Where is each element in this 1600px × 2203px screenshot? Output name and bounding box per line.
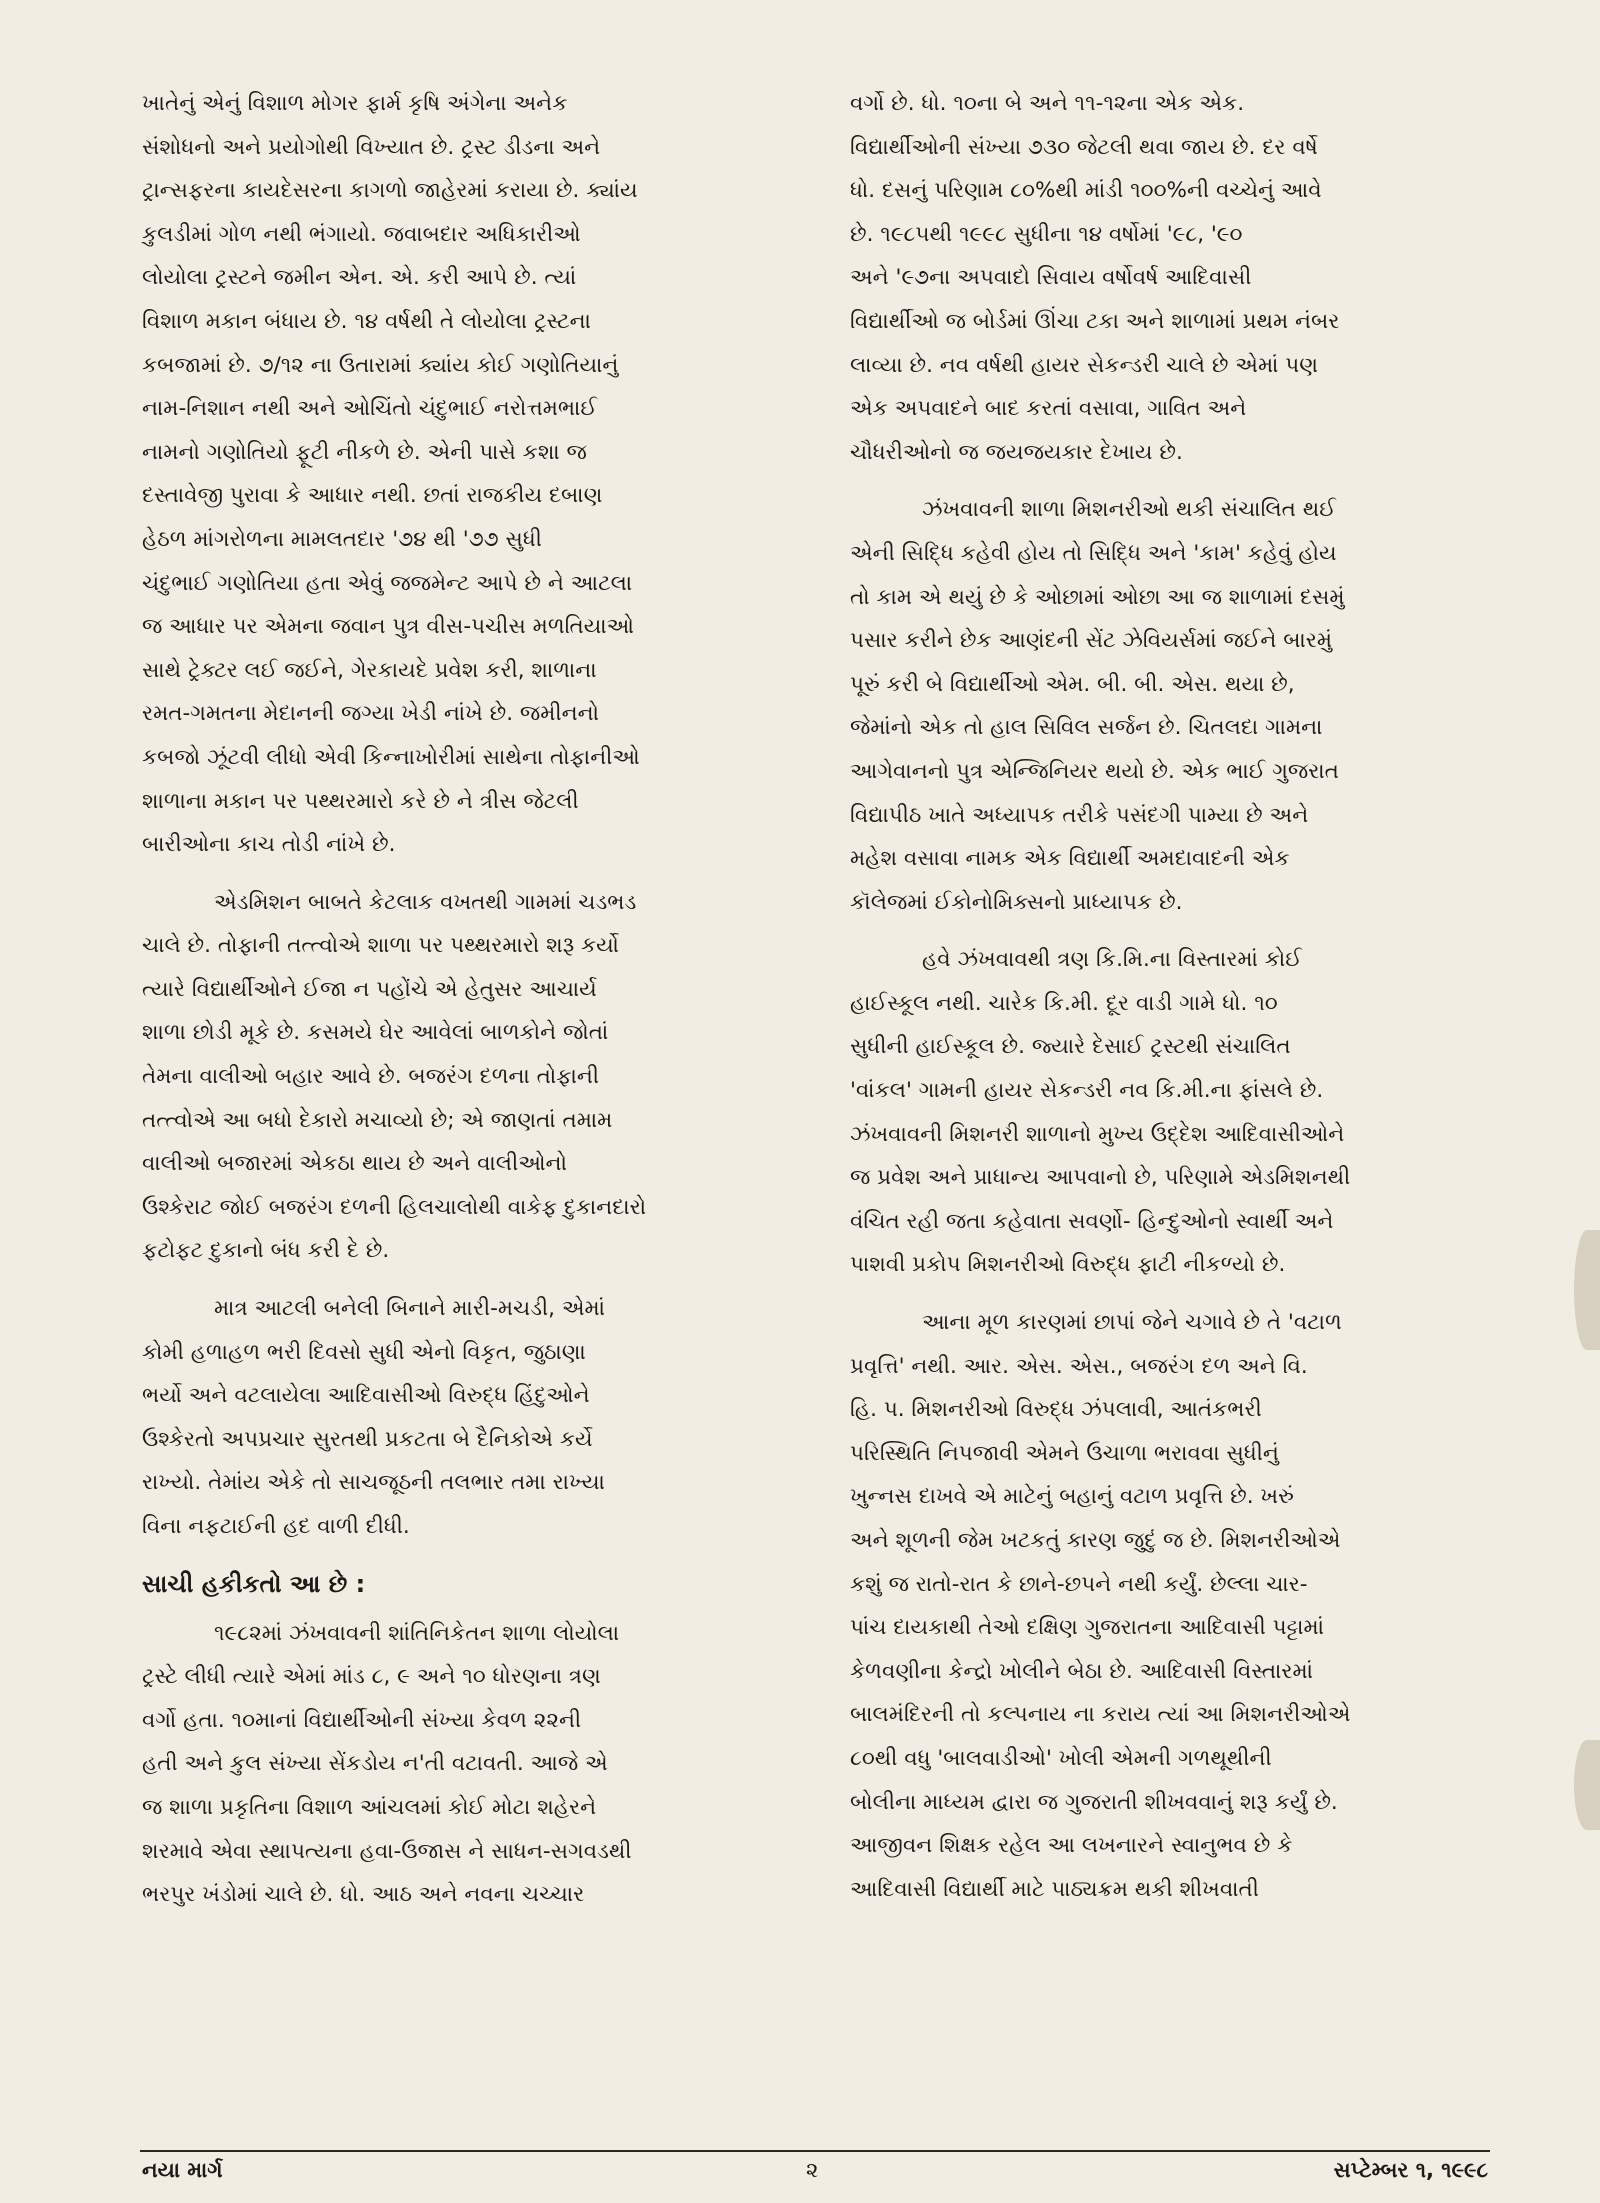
torn-edge (1574, 1740, 1600, 1830)
paragraph: ઝંખવાવની શાળા મિશનરીઓ થકી સંચાલિત થઈ એની સિદ્ધિ કહેવી હોય તો સિદ્ધિ અને 'કામ' કહેવું હોય તો કામ એ થયું છે કે ઓછામાં ઓછા આ જ શાળામાં દસમું પસાર કરીને છેક આણંદની સેંટ ઝેવિયર્સમાં જઈને બારમું પૂરું કરી બે વિદ્યાર્થીઓ એમ. બી. બી. એસ. થયા છે, જેમાંનો એક તો હાલ સિવિલ સર્જન છે. ચિતલદા ગામના આગેવાનનો પુત્ર એન્જિનિયર થયો છે. એક ભાઈ ગુજરાત વિદ્યાપીઠ ખાતે અધ્યાપક તરીકે પસંદગી પામ્યા છે અને મહેશ વસાવા નામક એક વિદ્યાર્થી અમદાવાદની એક કૉલેજમાં ઈકોનોમિક્સનો પ્રાધ્યાપક છે. (850, 497, 1345, 915)
paragraph: આના મૂળ કારણમાં છાપાં જેને ચગાવે છે તે 'વટાળ પ્રવૃત્તિ' નથી. આર. એસ. એસ., બજરંગ દળ અને વિ. હિ. પ. મિશનરીઓ વિરુદ્ધ ઝંપલાવી, આતંકભરી પરિસ્થિતિ નિપજાવી એમને ઉચાળા ભરાવવા સુધીનું ખુન્નસ દાખવે એ માટેનું બહાનું વટાળ પ્રવૃત્તિ છે. ખરું અને શૂળની જેમ ખટકતું કારણ જુદું જ છે. મિશનરીઓએ કશું જ રાતો-રાત કે છાને-છપને નથી કર્યું. છેલ્લા ચાર- પાંચ દાયકાથી તેઓ દક્ષિણ ગુજરાતના આદિવાસી પટ્ટામાં કેળવણીના કેન્દ્રો ખોલીને બેઠા છે. આદિવાસી વિસ્તારમાં બાલમંદિરની તો કલ્પનાય ના કરાય ત્યાં આ મિશનરીઓએ ૮૦થી વધુ 'બાલવાડીઓ' ખોલી એમની ગળથૂથીની બોલીના માધ્યમ દ્વારા જ ગુજરાતી શીખવવાનું શરૂ કર્યું છે. આજીવન શિક્ષક રહેલ આ લખનારને સ્વાનુભવ છે કે આદિવાસી વિદ્યાર્થી માટે પાઠ્યક્રમ થકી શીખવાતી (850, 1310, 1351, 1902)
left-column (142, 82, 804, 2082)
section-heading: સાચી હકીકતો આ છે : (142, 1569, 366, 1598)
footer-divider (140, 2150, 1490, 2152)
torn-edge (1574, 1230, 1600, 1350)
paragraph: વર્ગો છે. ધો. ૧૦ના બે અને ૧૧-૧૨ના એક એક. વિદ્યાર્થીઓની સંખ્યા ૭૩૦ જેટલી થવા જાય છે. દર વર્ષે ધો. દસનું પરિણામ ૮૦%થી માંડી ૧૦૦%ની વચ્ચેનું આવે છે. ૧૯૮૫થી ૧૯૯૮ સુધીના ૧૪ વર્ષોમાં '૯૮, '૯૦ અને '૯૭ના અપવાદો સિવાય વર્ષોવર્ષ આદિવાસી વિદ્યાર્થીઓ જ બોર્ડમાં ઊંચા ટકા અને શાળામાં પ્રથમ નંબર લાવ્યા છે. નવ વર્ષથી હાયર સેકન્ડરી ચાલે છે એમાં પણ એક અપવાદને બાદ કરતાં વસાવા, ગાવિત અને ચૌધરીઓનો જ જયજયકાર દેખાય છે. (850, 91, 1340, 465)
paragraph: હવે ઝંખવાવથી ત્રણ કિ.મિ.ના વિસ્તારમાં કોઈ હાઈસ્કૂલ નથી. ચારેક કિ.મી. દૂર વાડી ગામે ધો. ૧૦ સુધીની હાઈસ્કૂલ છે. જ્યારે દેસાઈ ટ્રસ્ટથી સંચાલિત 'વાંકલ' ગામની હાયર સેકન્ડરી નવ કિ.મી.ના ફાંસલે છે. ઝંખવાવની મિશનરી શાળાનો મુખ્ય ઉદ્દેશ આદિવાસીઓને જ પ્રવેશ અને પ્રાધાન્ય આપવાનો છે, પરિણામે એડમિશનથી વંચિત રહી જતા કહેવાતા સવર્ણો- હિન્દુઓનો સ્વાર્થી અને પાશવી પ્રકોપ મિશનરીઓ વિરુદ્ધ ફાટી નીકળ્યો છે. (850, 947, 1351, 1278)
article-body (142, 82, 1512, 2082)
publication-name: નયા માર્ગ (142, 2158, 223, 2182)
right-column (850, 82, 1512, 2082)
paragraph: માત્ર આટલી બનેલી બિનાને મારી-મચડી, એમાં કોમી હળાહળ ભરી દિવસો સુધી એનો વિકૃત, જુઠાણા ભર્યો અને વટલાયેલા આદિવાસીઓ વિરુદ્ધ હિંદુઓને ઉશ્કેરતો અપપ્રચાર સુરતથી પ્રકટતા બે દૈનિકોએ કર્યે રાખ્યો. તેમાંય એકે તો સાચજૂઠની તલભાર તમા રાખ્યા વિના નફટાઈની હદ વાળી દીધી. (142, 1296, 605, 1539)
issue-date: સપ્ટેમ્બર ૧, ૧૯૯૮ (1333, 2158, 1488, 2182)
paragraph: એડમિશન બાબતે કેટલાક વખતથી ગામમાં ચડભડ ચાલે છે. તોફાની તત્ત્વોએ શાળા પર પથ્થરમારો શરૂ કર્યો ત્યારે વિદ્યાર્થીઓને ઈજા ન પહોંચે એ હેતુસર આચાર્ય શાળા છોડી મૂકે છે. કસમયે ઘેર આવેલાં બાળકોને જોતાં તેમના વાલીઓ બહાર આવે છે. બજરંગ દળના તોફાની તત્ત્વોએ આ બધો દેકારો મચાવ્યો છે; એ જાણતાં તમામ વાલીઓ બજારમાં એકઠા થાય છે અને વાલીઓનો ઉશ્કેરાટ જોઈ બજરંગ દળની હિલચાલોથી વાકેફ દુકાનદારો ફટોફટ દુકાનો બંધ કરી દે છે. (142, 889, 647, 1264)
paragraph: ખાતેનું એનું વિશાળ મોગર ફાર્મ કૃષિ અંગેના અનેક સંશોધનો અને પ્રયોગોથી વિખ્યાત છે. ટ્રસ્ટ ડીડના અને ટ્રાન્સફરના કાયદેસરના કાગળો જાહેરમાં કરાયા છે. ક્યાંય કુલડીમાં ગોળ નથી ભંગાયો. જવાબદાર અધિકારીઓ લોયોલા ટ્રસ્ટને જમીન એન. એ. કરી આપે છે. ત્યાં વિશાળ મકાન બંધાય છે. ૧૪ વર્ષથી તે લોયોલા ટ્રસ્ટના કબજામાં છે. ૭/૧૨ ના ઉતારામાં ક્યાંય કોઈ ગણોતિયાનું નામ-નિશાન નથી અને ઓચિંતો ચંદુભાઈ નરોત્તમભાઈ નામનો ગણોતિયો ફૂટી નીકળે છે. એની પાસે કશા જ દસ્તાવેજી પુરાવા કે આધાર નથી. છતાં રાજકીય દબાણ હેઠળ માંગરોળના મામલતદાર '૭૪ થી '૭૭ સુધી ચંદુભાઈ ગણોતિયા હતા એવું જજમેન્ટ આપે છે ને આટલા જ આધાર પર એમના જવાન પુત્ર વીસ-પચીસ મળતિયાઓ સાથે ટ્રેક્ટર લઈ જઈને, ગેરકાયદે પ્રવેશ કરી, શાળાના રમત-ગમતના મેદાનની જગ્યા ખેડી નાંખે છે. જમીનનો કબજો ઝૂંટવી લીધો એવી કિન્નાખોરીમાં સાથેના તોફાનીઓ શાળાના મકાન પર પથ્થરમારો કરે છે ને ત્રીસ જેટલી બારીઓના કાચ તોડી નાંખે છે. (142, 91, 640, 858)
paragraph: ૧૯૮૨માં ઝંખવાવની શાંતિનિકેતન શાળા લોયોલા ટ્રસ્ટે લીધી ત્યારે એમાં માંડ ૮, ૯ અને ૧૦ ધોરણના ત્રણ વર્ગો હતા. ૧૦માનાં વિદ્યાર્થીઓની સંખ્યા કેવળ ૨૨ની હતી અને કુલ સંખ્યા સેંકડોય ન'તી વટાવતી. આજે એ જ શાળા પ્રકૃતિના વિશાળ આંચલમાં કોઈ મોટા શહેરને શરમાવે એવા સ્થાપત્યના હવા-ઉજાસ ને સાધન-સગવડથી ભરપુર ખંડોમાં ચાલે છે. ધો. આઠ અને નવના ચચ્ચાર (142, 1620, 632, 1908)
page-number: ૨ (806, 2158, 819, 2182)
page-footer (142, 2158, 1488, 2183)
